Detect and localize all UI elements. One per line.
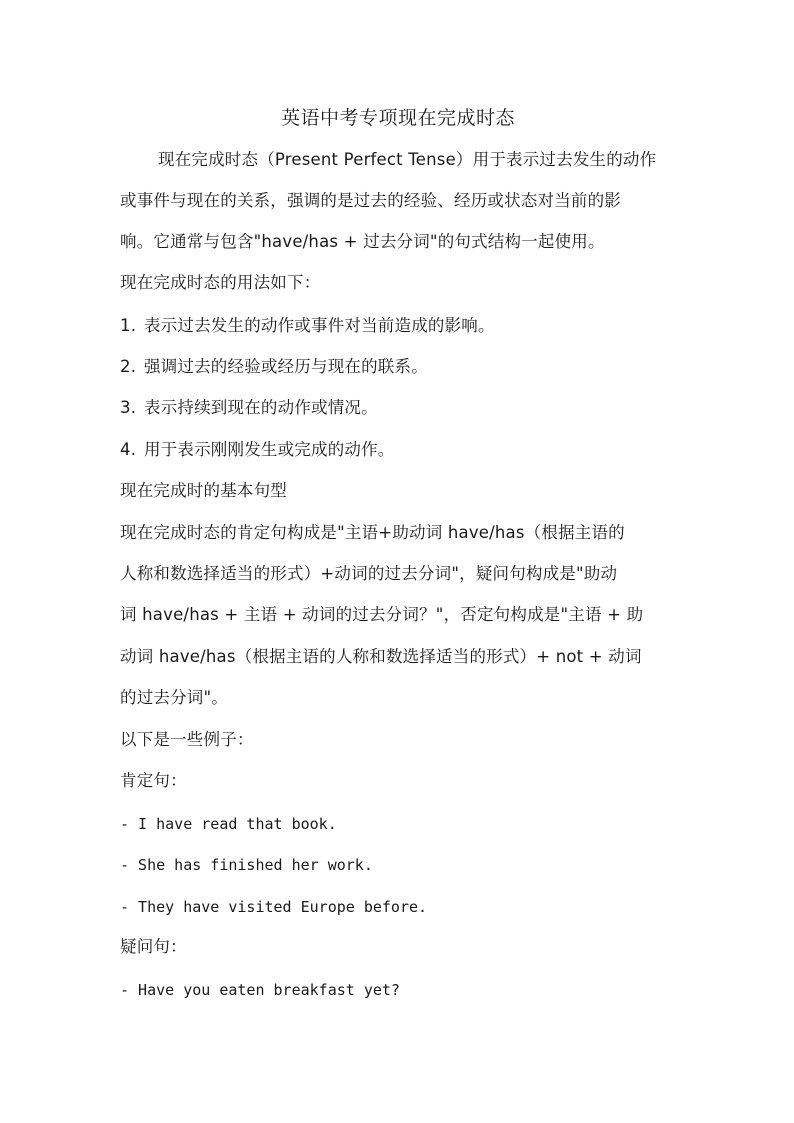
example-sentence: - They have visited Europe before. (120, 898, 428, 916)
example-sentence: - She has finished her work. (120, 856, 373, 874)
intro-line: 现在完成时态（Present Perfect Tense）用于表示过去发生的动作 (158, 150, 657, 169)
affirmative-heading: 肯定句： (120, 771, 187, 790)
pattern-line: 人称和数选择适当的形式）+动词的过去分词"，疑问句构成是"助动 (120, 564, 618, 583)
usage-item-number: 2. (120, 357, 137, 376)
usage-item-number: 1. (120, 316, 137, 335)
pattern-line: 词 have/has + 主语 + 动词的过去分词？"，否定句构成是"主语 + 助 (120, 605, 644, 624)
examples-heading: 以下是一些例子： (120, 730, 254, 749)
usage-item-number: 4. (120, 440, 137, 459)
usage-item (120, 313, 680, 339)
usage-item-text: 强调过去的经验或经历与现在的联系。 (144, 357, 428, 376)
pattern-heading: 现在完成时的基本句型 (120, 481, 287, 500)
usage-item-number: 3. (120, 398, 137, 417)
example-sentence: - Have you eaten breakfast yet? (120, 981, 400, 999)
pattern-line: 动词 have/has（根据主语的人称和数选择适当的形式）+ not + 动词 (120, 647, 642, 666)
usage-item (120, 437, 680, 463)
document-title: 英语中考专项现在完成时态 (280, 107, 515, 129)
question-heading: 疑问句： (120, 937, 187, 956)
intro-line: 或事件与现在的关系，强调的是过去的经验、经历或状态对当前的影 (120, 191, 621, 210)
pattern-line: 的过去分词"。 (120, 688, 228, 707)
pattern-line: 现在完成时态的肯定句构成是"主语+助动词 have/has（根据主语的 (120, 523, 625, 542)
usage-item-text: 用于表示刚刚发生或完成的动作。 (144, 440, 395, 459)
usage-item-text: 表示持续到现在的动作或情况。 (144, 398, 378, 417)
usage-item (120, 354, 680, 380)
example-sentence: - I have read that book. (120, 815, 337, 833)
usage-heading: 现在完成时态的用法如下： (120, 273, 321, 292)
intro-line: 响。它通常与包含"have/has + 过去分词"的句式结构一起使用。 (120, 232, 605, 251)
usage-item-text: 表示过去发生的动作或事件对当前造成的影响。 (144, 316, 495, 335)
usage-item (120, 395, 680, 421)
